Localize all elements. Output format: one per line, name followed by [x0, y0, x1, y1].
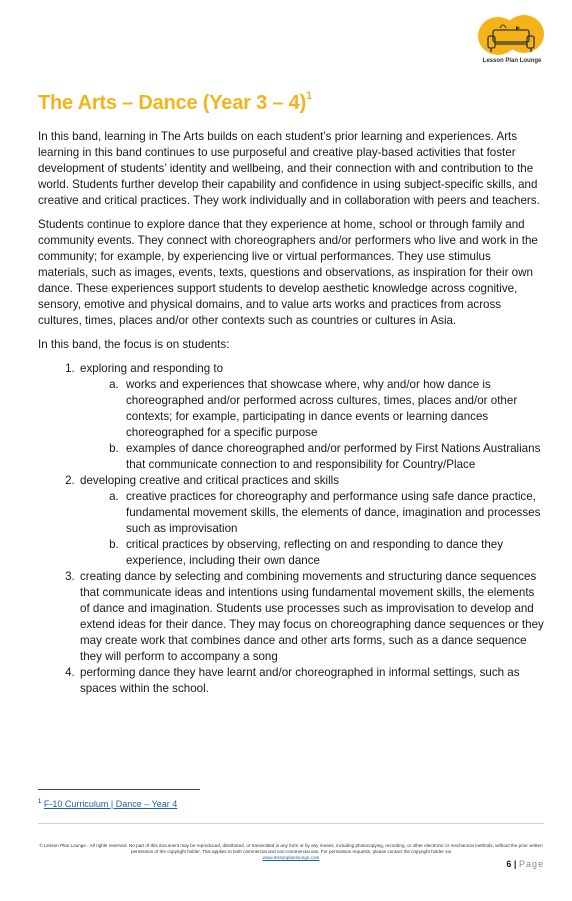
focus-subitem: a. works and experiences that showcase where, why and/or how dance is choreographed and/or performed across cultures, times, places and/or other contexts; for example, participating in dance events or learning dances choreographed for a specific purpose [122, 377, 544, 441]
page-number-value: 6 [506, 859, 512, 869]
footnote-mark: 1 [38, 799, 42, 805]
footnote-divider [38, 789, 200, 790]
focus-list [38, 361, 544, 697]
focus-subitem: a. creative practices for choreography and performance using safe dance practice, fundamental movement skills, the elements of dance, imagination and processes such as improvisation [122, 489, 544, 537]
focus-sublist [80, 489, 544, 569]
page-separator: | [513, 859, 517, 869]
copyright-text: © Lesson Plan Lounge - All rights reserved. No part of this document may be reproduced, distributed, or transmitted in any form or by any means, including photocopying, recording, or other electronic or mechanical methods, without the prior written permission of the copyright holder. This applies to both commercial and non-commercial use. For permission requests, please contact the copyright holder via [39, 843, 543, 854]
website-link[interactable]: www.lessonplanlounge.com [262, 855, 320, 860]
focus-intro: In this band, the focus is on students: [38, 338, 230, 351]
focus-subitem: b. critical practices by observing, reflecting on and responding to dance they experience, including their own dance [122, 537, 544, 569]
focus-item-text: developing creative and critical practices and skills [80, 474, 340, 487]
focus-item [78, 569, 544, 665]
logo-text: Lesson Plan Lounge [482, 58, 542, 64]
main-content [38, 129, 544, 697]
explore-paragraph: Students continue to explore dance that they experience at home, school or through family and community events. They connect with choreographers and/or performers who live and work in the community; for example, by experiencing live or virtual performances. They use stimulus materials, such as images, events, texts, questions and observations, as inspiration for their own dance. These experiences support students to develop aesthetic knowledge across cognitive, sensory, emotive and physical domains, and to value arts works and practices from across cultures, times, places and/or other contexts such as countries or cultures in Asia. [38, 218, 538, 327]
page-title [38, 92, 312, 115]
footnote [38, 799, 177, 809]
focus-item-text: performing dance they have learnt and/or choreographed in informal settings, such as spaces within the school. [80, 666, 520, 695]
focus-sublist [80, 377, 544, 473]
page-label: Page [518, 859, 544, 869]
page-number [506, 859, 544, 869]
focus-item [78, 473, 544, 569]
footer-divider [38, 823, 544, 824]
focus-item-text: exploring and responding to [80, 362, 224, 375]
curriculum-link[interactable]: F-10 Curriculum | Dance – Year 4 [43, 799, 178, 809]
title-text: The Arts – Dance (Year 3 – 4) [38, 92, 307, 114]
focus-item [78, 665, 544, 697]
intro-paragraph: In this band, learning in The Arts builds on each student’s prior learning and experiences. Arts learning in this band continues to use purposeful and creative play-based activities that foster development of students’ identity and wellbeing, and their connection with and contribution to the world. Students further develop their capability and confidence in using subject-specific skills, and creative and critical practices. They work individually and in collaboration with peers and teachers. [38, 130, 540, 207]
focus-subitem: b. examples of dance choreographed and/or performed by First Nations Australians that communicate connection to and responsibility for Country/Place [122, 441, 544, 473]
focus-item [78, 361, 544, 473]
copyright-notice [38, 843, 544, 861]
title-footnote-mark[interactable]: 1 [306, 90, 312, 103]
focus-item-text: creating dance by selecting and combining movements and structuring dance sequences that communicate ideas and intentions using fundamental movement skills, the elements of dance and imagination. Students use processes such as improvisation to develop and extend ideas for their dance. They may focus on choreographing dance sequences or they may create work that combines dance and other arts forms, such as a dance sequence they will perform to accompany a song [80, 570, 544, 663]
